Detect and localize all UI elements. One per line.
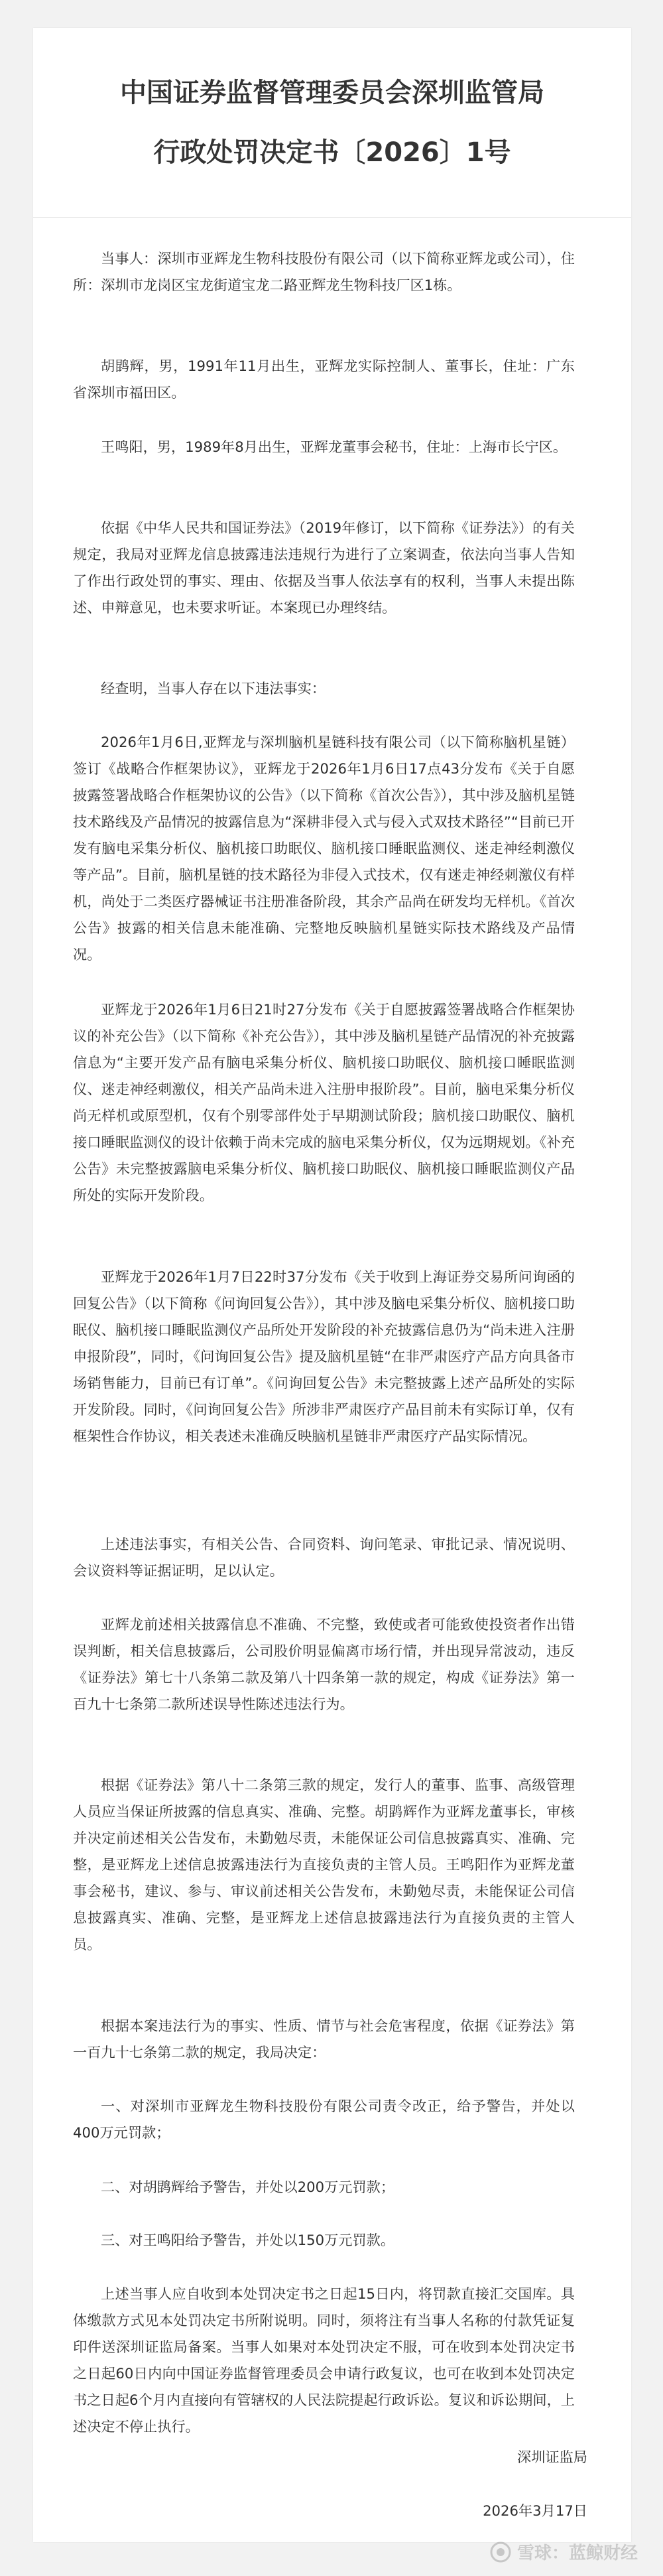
snowball-logo-icon [489, 2541, 512, 2563]
issuing-authority: 深圳证监局 [517, 2449, 587, 2465]
penalty-item-2: 二、对胡鹍辉给予警告，并处以200万元罚款； [101, 2179, 395, 2195]
legal-basis-paragraph: 依据《中华人民共和国证券法》（2019年修订，以下简称《证券法》）的有关规定，我局对亚辉龙信息披露违法违规行为进行了立案调查，依法向当事人告知了作出行政处罚的事实、理由、依据及当事人依法享有的权利，当事人未提出陈述、申辩意见，也未要求听证。本案现已办理终结。 [73, 519, 575, 616]
violation-determination-paragraph: 亚辉龙前述相关披露信息不准确、不完整，致使或者可能致使投资者作出错误判断，相关信息披露后，公司股价明显偏离市场行情，并出现异常波动，违反《证券法》第七十八条第二款及第八十四条第一款的规定，构成《证券法》第一百九十七条第二款所述误导性陈述违法行为。 [73, 1616, 575, 1712]
fact-first-announcement-paragraph: 2026年1月6日,亚辉龙与深圳脑机星链科技有限公司（以下简称脑机星链）签订《战略合作框架协议》，亚辉龙于2026年1月6日17点43分发布《关于自愿披露签署战略合作框架协议的公告》（以下简称《首次公告》），其中涉及脑机星链技术路线及产品情况的披露信息为“深耕非侵入式与侵入式双技术路径”“目前已开发有脑电采集分析仪、脑机接口助眠仪、脑机接口睡眠监测仪、迷走神经刺激仪等产品”。目前，脑机星链的技术路径为非侵入式技术，仅有迷走神经刺激仪有样机，尚处于二类医疗器械证书注册准备阶段，其余产品尚在研发均无样机。《首次公告》披露的相关信息未能准确、完整地反映脑机星链实际技术路线及产品情况。 [73, 734, 575, 963]
fact-inquiry-reply-paragraph: 亚辉龙于2026年1月7日22时37分发布《关于收到上海证券交易所问询函的回复公告》（以下简称《问询回复公告》），其中涉及脑电采集分析仪、脑机接口助眠仪、脑机接口睡眠监测仪产品所处开发阶段的补充披露信息仍为“尚未进入注册申报阶段”，同时，《问询回复公告》提及脑机星链“在非严肃医疗产品方向具备市场销售能力，目前已有订单”。《问询回复公告》未完整披露上述产品所处的实际开发阶段。同时，《问询回复公告》所涉非严肃医疗产品目前未有实际订单，仅有框架性合作协议，相关表述未准确反映脑机星链非严肃医疗产品实际情况。 [73, 1268, 575, 1444]
penalty-item-3: 三、对王鸣阳给予警告，并处以150万元罚款。 [101, 2232, 395, 2248]
responsible-persons-paragraph: 根据《证券法》第八十二条第三款的规定，发行人的董事、监事、高级管理人员应当保证所披露的信息真实、准确、完整。胡鹍辉作为亚辉龙董事长，审核并决定前述相关公告发布，未勤勉尽责，未能保证公司信息披露真实、准确、完整，是亚辉龙上述信息披露违法行为直接负责的主管人员。王鸣阳作为亚辉龙董事会秘书，建议、参与、审议前述相关公告发布，未勤勉尽责，未能保证公司信息披露真实、准确、完整，是亚辉龙上述信息披露违法行为直接负责的主管人员。 [73, 1777, 575, 1952]
party-company-paragraph: 当事人：深圳市亚辉龙生物科技股份有限公司（以下简称亚辉龙或公司），住所：深圳市龙岗区宝龙街道宝龙二路亚辉龙生物科技厂区1栋。 [73, 250, 575, 293]
party-person-2-paragraph: 王鸣阳，男，1989年8月出生，亚辉龙董事会秘书，住址：上海市长宁区。 [101, 439, 568, 455]
document-title-line-2: 行政处罚决定书〔2026〕1号 [153, 137, 511, 168]
watermark-text: 雪球：蓝鲸财经 [516, 2543, 638, 2563]
title-divider [33, 217, 631, 218]
snowball-watermark [489, 2540, 638, 2564]
document-title-line-1: 中国证券监督管理委员会深圳监管局 [120, 78, 544, 108]
fact-supplementary-announcement-paragraph: 亚辉龙于2026年1月6日21时27分发布《关于自愿披露签署战略合作框架协议的补充公告》（以下简称《补充公告》），其中涉及脑机星链产品情况的补充披露信息为“主要开发产品有脑电采集分析仪、脑机接口助眠仪、脑机接口睡眠监测仪、迷走神经刺激仪，相关产品尚未进入注册申报阶段”。目前，脑电采集分析仪尚无样机或原型机，仅有个别零部件处于早期测试阶段；脑机接口助眠仪、脑机接口睡眠监测仪的设计依赖于尚未完成的脑电采集分析仪，仅为远期规划。《补充公告》未完整披露脑电采集分析仪、脑机接口助眠仪、脑机接口睡眠监测仪产品所处的实际开发阶段。 [73, 1001, 575, 1203]
payment-and-appeal-paragraph: 上述当事人应自收到本处罚决定书之日起15日内，将罚款直接汇交国库。具体缴款方式见本处罚决定书所附说明。同时，须将注有当事人名称的付款凭证复印件送深圳证监局备案。当事人如果对本处罚决定不服，可在收到本处罚决定书之日起60日内向中国证券监督管理委员会申请行政复议，也可在收到本处罚决定书之日起6个月内直接向有管辖权的人民法院提起行政诉讼。复议和诉讼期间，上述决定不停止执行。 [73, 2285, 575, 2435]
issue-date: 2026年3月17日 [483, 2502, 587, 2519]
party-person-1-paragraph: 胡鹍辉，男，1991年11月出生，亚辉龙实际控制人、董事长，住址：广东省深圳市福田区。 [73, 358, 575, 401]
penalty-item-1: 一、对深圳市亚辉龙生物科技股份有限公司责令改正，给予警告，并处以400万元罚款； [73, 2098, 575, 2141]
evidence-paragraph: 上述违法事实，有相关公告、合同资料、询问笔录、审批记录、情况说明、会议资料等证据证明，足以认定。 [73, 1536, 575, 1579]
decision-intro-paragraph: 根据本案违法行为的事实、性质、情节与社会危害程度，依据《证券法》第一百九十七条第二款的规定，我局决定： [73, 2017, 575, 2061]
document-page [33, 28, 631, 2542]
facts-intro-paragraph: 经查明，当事人存在以下违法事实： [101, 680, 326, 697]
